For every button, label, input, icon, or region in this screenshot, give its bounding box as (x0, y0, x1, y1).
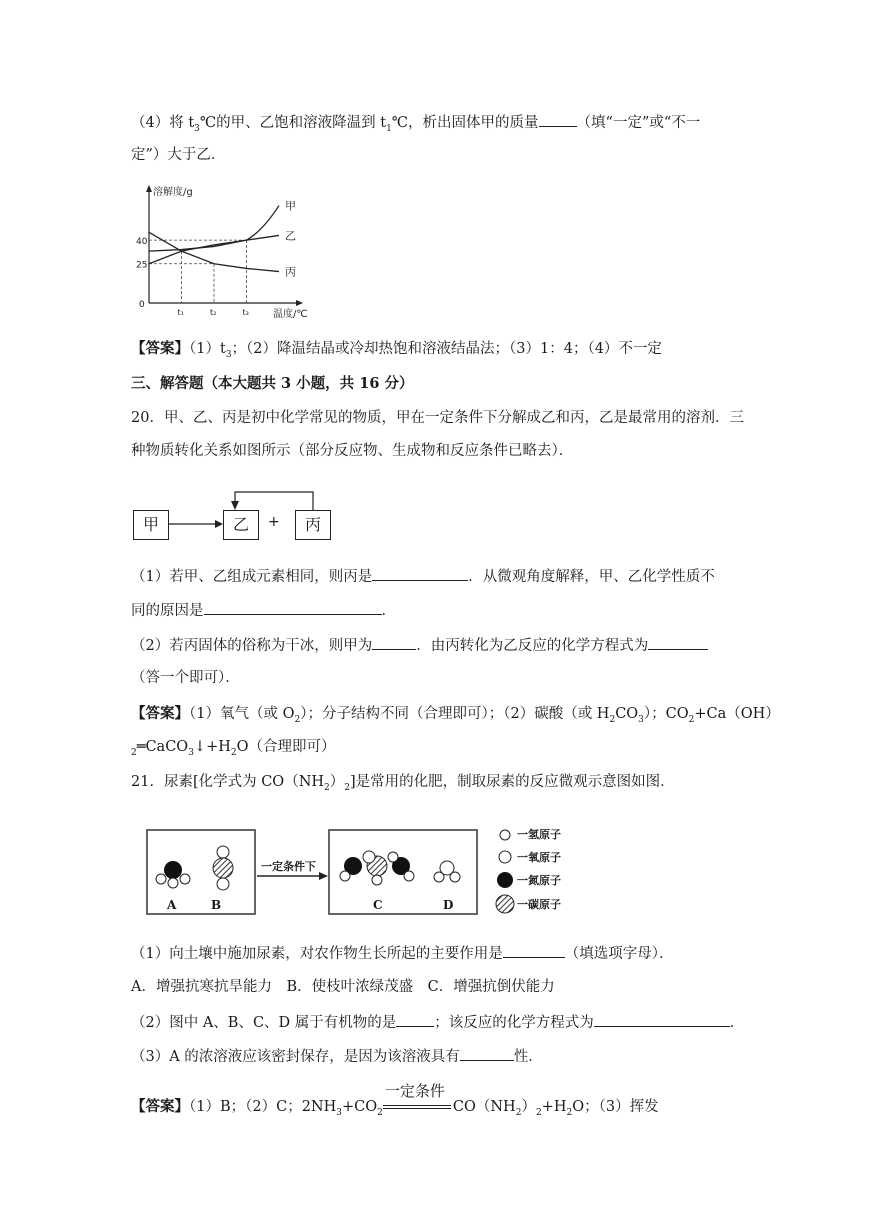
x-tick-label: t₁ (177, 308, 184, 317)
answer-text: ）；分子结构不同（合理即可）；（2）碳酸（或 H (300, 706, 610, 722)
answer-label: 【答案】 (131, 705, 189, 722)
q21-text: ） (329, 774, 345, 790)
plus-sign: + (268, 514, 280, 530)
sub: 2 (688, 714, 695, 725)
q21-reaction-diagram (145, 822, 605, 922)
y-axis-label: 溶解度/g (153, 187, 193, 198)
answer-text: +CO (342, 1099, 378, 1115)
answer-blank[interactable] (503, 943, 565, 958)
sub: 2 (344, 782, 350, 793)
sub: 3 (336, 1107, 342, 1118)
q20-text: ．由丙转化为乙反应的化学方程式为 (416, 638, 649, 654)
q21-text: 21．尿素[化学式为 CO（NH (131, 774, 325, 790)
q21-text: 性． (513, 1049, 543, 1065)
answer-text: ；（2）降温结晶或冷却热饱和溶液结晶法；（3）1：4；（4）不一定 (231, 341, 662, 357)
legend-hydrogen: 一氢原子 (517, 828, 561, 841)
y-tick-label: 25 (136, 260, 148, 271)
q21-text: ． (729, 1015, 745, 1031)
answer-blank[interactable] (204, 600, 382, 615)
answer-blank[interactable] (648, 635, 708, 650)
x-tick-label: t₃ (242, 308, 249, 317)
label-a: A (167, 898, 177, 912)
q21-options: A．增强抗寒抗旱能力 B．使枝叶浓绿茂盛 C．增强抗倒伏能力 (131, 979, 555, 995)
legend-oxygen: 一氧原子 (517, 851, 561, 864)
box-jia: 甲 (133, 510, 169, 540)
answer-text: O（合理即可） (236, 739, 336, 755)
sub: 3 (194, 123, 200, 134)
q20-part1-line1 (131, 566, 715, 587)
answer-text: （1）t (189, 341, 226, 357)
q21-text: ；该反应的化学方程式为 (434, 1015, 594, 1031)
label-b: B (211, 898, 222, 912)
sub: 3 (638, 714, 644, 725)
sub: 2 (566, 1107, 573, 1118)
label-c: C (373, 898, 383, 912)
series-label-2: 乙 (285, 229, 296, 243)
sub: 2 (324, 782, 330, 793)
q20-stem-line2: 种物质转化关系如图所示（部分反应物、生成物和反应条件已略去）． (131, 443, 574, 459)
answer-blank[interactable] (539, 112, 577, 127)
q20-answer-line1 (131, 704, 780, 730)
q19-part4-line2: 定”）大于乙． (131, 147, 226, 163)
q21-part3 (131, 1046, 543, 1067)
q20-part2-line2: （答一个即可）． (131, 670, 240, 686)
box-bing: 丙 (295, 510, 331, 540)
sub: 2 (609, 714, 616, 725)
q20-part2-line1 (131, 635, 708, 656)
answer-text: +H (541, 1099, 567, 1115)
q21-answer (131, 1081, 659, 1123)
answer-text: （1）氧气（或 O (189, 706, 295, 722)
answer-text: （1）B；（2）C；2NH (189, 1099, 337, 1115)
sub: 2 (131, 747, 137, 758)
equation-equals (383, 1105, 451, 1109)
sub: 2 (515, 1107, 522, 1118)
answer-label: 【答案】 (131, 1098, 189, 1115)
origin-label: 0 (139, 300, 145, 310)
equation-condition-wrap (383, 1081, 453, 1123)
answer-text: ↓+H (193, 739, 231, 755)
x-tick-label: t₂ (210, 308, 217, 317)
solubility-chart (135, 183, 335, 323)
sub: 3 (225, 349, 232, 360)
answer-blank[interactable] (594, 1012, 730, 1027)
q19-text: （4）将 t (131, 115, 195, 131)
answer-text: CO（NH (452, 1099, 516, 1115)
q19-answer (131, 339, 662, 365)
box-yi: 乙 (223, 510, 259, 540)
answer-text: ）；CO (643, 706, 689, 722)
sub: 1 (386, 123, 392, 134)
answer-text: ） (521, 1099, 536, 1115)
q21-part1 (131, 943, 673, 964)
q21-text: ]是常用的化肥，制取尿素的反应微观示意图如图． (350, 774, 675, 790)
q19-text: ℃的甲、乙饱和溶液降温到 t (199, 115, 387, 131)
q20-text: ．从微观角度解释，甲、乙化学性质不 (468, 569, 715, 585)
q21-stem (131, 772, 675, 798)
q20-text: 同的原因是 (131, 603, 204, 619)
sub: 2 (294, 714, 301, 725)
q20-stem-line1: 20．甲、乙、丙是初中化学常见的物质，甲在一定条件下分解成乙和丙，乙是最常用的溶剂．三 (131, 410, 744, 426)
q21-text: （3）A 的浓溶液应该密封保存，是因为该溶液具有 (131, 1049, 460, 1065)
label-d: D (443, 898, 454, 912)
q19-text: ℃，析出固体甲的质量 (391, 115, 539, 131)
sub: 2 (535, 1107, 542, 1118)
answer-text: CO (615, 706, 639, 722)
q21-text: （1）向土壤中施加尿素，对农作物生长所起的主要作用是 (131, 946, 503, 962)
q21-text: （2）图中 A、B、C、D 属于有机物的是 (131, 1015, 397, 1031)
q19-text: （填“一定”或“不一 (576, 115, 701, 131)
q20-text: （1）若甲、乙组成元素相同，则丙是 (131, 569, 373, 585)
q21-part2 (131, 1012, 744, 1033)
answer-blank[interactable] (460, 1046, 514, 1061)
q21-text: （填选项字母）． (564, 946, 674, 962)
q20-diagram (131, 488, 351, 544)
y-tick-label: 40 (136, 237, 148, 248)
x-axis-label: 温度/℃ (273, 309, 308, 320)
series-label-1: 甲 (285, 199, 296, 213)
sub: 2 (377, 1107, 383, 1118)
answer-blank[interactable] (372, 566, 468, 581)
legend-nitrogen: 一氮原子 (517, 874, 561, 887)
equation-condition: 一定条件 (384, 1081, 445, 1100)
answer-text: O；（3）挥发 (572, 1099, 659, 1115)
answer-label: 【答案】 (131, 340, 189, 357)
q20-text: （2）若丙固体的俗称为干冰，则甲为 (131, 638, 373, 654)
answer-text: ═CaCO (136, 739, 189, 755)
q20-text: ． (381, 603, 396, 619)
q19-part4-line1 (131, 112, 700, 139)
legend-carbon: 一碳原子 (517, 898, 561, 911)
answer-text: +Ca（OH） (694, 706, 780, 722)
series-label-3: 丙 (285, 265, 296, 279)
sub: 2 (230, 747, 237, 758)
q20-answer-line2 (131, 737, 336, 763)
answer-blank[interactable] (372, 635, 416, 650)
sub: 3 (188, 747, 194, 758)
q20-part1-line2 (131, 600, 396, 621)
arrow-condition: 一定条件下 (261, 860, 316, 873)
answer-blank[interactable] (396, 1012, 434, 1027)
section-title: 三、解答题（本大题共 3 小题，共 16 分） (131, 375, 414, 392)
